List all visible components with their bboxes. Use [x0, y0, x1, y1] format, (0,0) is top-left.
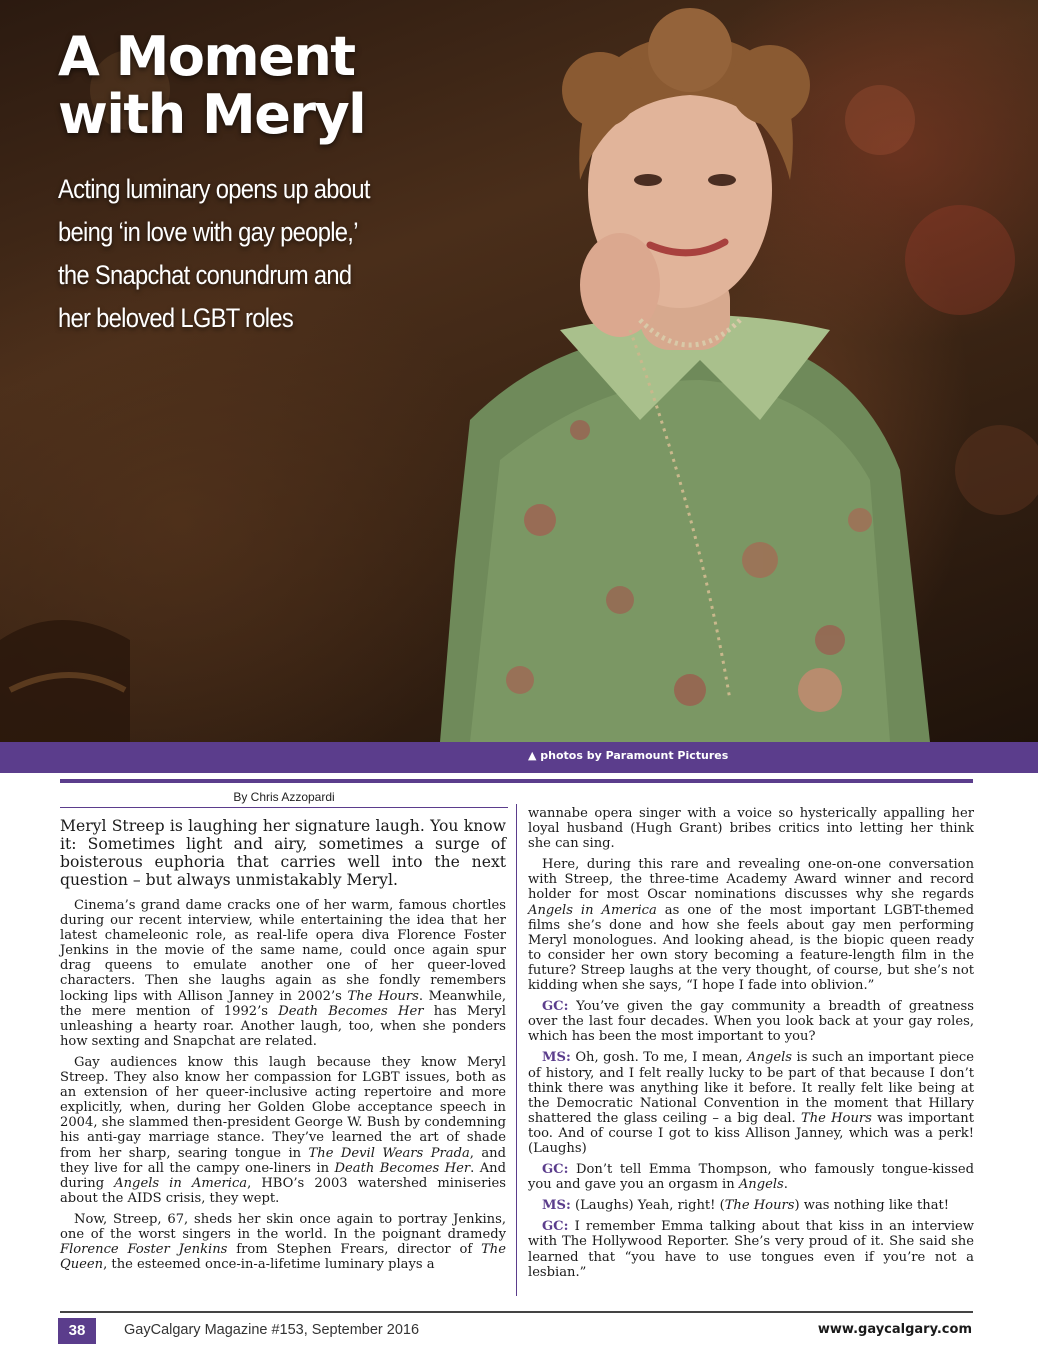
byline: By Chris Azzopardi [233, 790, 335, 804]
article-paragraph [528, 857, 974, 993]
text-run: , and they live for all the campy one-liners in [60, 1145, 506, 1176]
italic-title: Angels [747, 1050, 792, 1066]
italic-title: The Hours [347, 988, 419, 1004]
interview-speaker: GC: [542, 999, 569, 1015]
article-headline [58, 25, 478, 146]
italic-title: Angels in America [114, 1175, 248, 1191]
article-paragraph [528, 1050, 974, 1156]
text-run: is such an important piece of history, and I felt really lucky to be part of that because I don’t think there was anything like it before. It really felt like being at the Democratic National Convention in the moment that Hillary shattered the glass ceiling – a big deal. [528, 1050, 974, 1126]
text-run: Here, during this rare and revealing one-on-one conversation with Streep, the three-time Academy Award winner and record holder for most Oscar nominations discusses why she regards [528, 857, 974, 903]
interview-speaker: GC: [542, 1162, 569, 1178]
article-paragraph [528, 806, 974, 851]
text-run: Cinema’s grand dame cracks one of her warm, famous chortles during our recent interview, while entertaining the idea that her latest chameleonic role, as real-life opera diva Florence Foster Jenkins in the movie of the same name, could once again spur drag queens to emulate another one of her queer-loved characters. Then she laughs again as she fondly remembers locking lips with Allison Janney in 2002’s [60, 898, 506, 1004]
text-run: Oh, gosh. To me, I mean, [570, 1050, 748, 1066]
article-paragraph [60, 898, 506, 1049]
italic-title: Angels in America [528, 902, 657, 918]
text-run: You’ve given the gay community a breadth of greatness over the last four decades. When you look back at your gay roles, which has been the most important to you? [528, 999, 974, 1045]
text-run: Now, Streep, 67, sheds her skin once again to portray Jenkins, one of the worst singers in the world. In the poignant dramedy [60, 1211, 506, 1242]
text-run: has Meryl unleashing a hearty roar. Another laugh, too, when she ponders how sexting and Snapchat are related. [60, 1003, 506, 1049]
website-link[interactable]: www.gaycalgary.com [817, 1322, 972, 1337]
italic-title: Death Becomes Her [334, 1160, 471, 1176]
italic-title: Angels [738, 1177, 784, 1193]
article-paragraph [528, 1162, 974, 1192]
article-paragraph [528, 999, 974, 1044]
article-paragraph [60, 1055, 506, 1206]
interview-speaker: MS: [542, 1198, 571, 1214]
column-divider [516, 804, 517, 1296]
photo-credit: ▲ photos by Paramount Pictures [528, 749, 729, 762]
text-run: . Meanwhile, the mere mention of 1992’s [60, 988, 506, 1019]
footer-rule [60, 1311, 973, 1313]
text-run: was important too. And of course I got to kiss Allison Janney, which was a perk! (Laughs) [528, 1110, 974, 1156]
text-run: as one of the most important LGBT-themed films she’s done and how she feels about gay men performing Meryl monologues. And looking ahead, is the biopic queen ready to consider her own story becoming a feature-length film in the future? Streep laughs at the very thought, of course, but she’s not kidding when she says, “I hope I fade into oblivion.” [528, 902, 974, 994]
italic-title: The Queen [60, 1242, 506, 1273]
photo-credit-bar [0, 742, 1038, 773]
italic-title: The Devil Wears Prada [308, 1145, 470, 1161]
byline-rule [60, 807, 508, 808]
italic-title: Death Becomes Her [278, 1003, 424, 1019]
headline-line-2: with Meryl [58, 83, 366, 146]
text-run: from Stephen Frears, director of [227, 1242, 482, 1258]
publication-info: GayCalgary Magazine #153, September 2016 [124, 1322, 420, 1338]
italic-title: Florence Foster Jenkins [60, 1242, 228, 1258]
article-column-left [60, 817, 506, 1278]
article-paragraph [528, 1198, 974, 1213]
text-run: Don’t tell Emma Thompson, who famously tongue-kissed you and gave you an orgasm in [528, 1162, 974, 1193]
article-paragraph [528, 1219, 974, 1279]
text-run: , HBO’s 2003 watershed miniseries about the AIDS crisis, they wept. [60, 1175, 506, 1206]
article-column-right [528, 806, 974, 1286]
text-run: , the esteemed once-in-a-lifetime luminary plays a [103, 1257, 435, 1273]
text-run: Gay audiences know this laugh because they know Meryl Streep. They also know her compassion for LGBT issues, both as an extension of her queer-inclusive acting repertoire and more explicitly, when, during her Golden Globe acceptance speech in 2004, she slammed then-president George W. Bush by condemning his anti-gay marriage stance. They’ve learned the art of shade from her sharp, searing tongue in [60, 1054, 506, 1161]
text-run: I remember Emma talking about that kiss in an interview with The Hollywood Reporter. She’s very proud of it. She said she learned that “you have to use tongues even if you’re not a lesbian.” [528, 1219, 974, 1280]
article-paragraph [60, 1212, 506, 1272]
headline-line-1: A Moment [58, 25, 355, 88]
article-subhead: Acting luminary opens up about being ‘in love with gay people,’ the Snapchat conundrum and her beloved LGBT roles [58, 174, 370, 333]
text-run: . [783, 1177, 788, 1193]
interview-speaker: MS: [542, 1050, 571, 1066]
text-run: . And during [60, 1160, 506, 1191]
text-run: wannabe opera singer with a voice so hysterically appalling her loyal husband (Hugh Grant) bribes critics into letting her think she can sing. [528, 806, 974, 852]
article-paragraph: Meryl Streep is laughing her signature laugh. You know it: Sometimes light and airy, sometimes a surge of boisterous euphoria that carries well into the next question – but always unmistakably Meryl. [60, 817, 506, 889]
text-run: (Laughs) Yeah, right! ( [570, 1198, 725, 1214]
section-rule [60, 779, 973, 783]
page-number: 38 [58, 1318, 96, 1344]
italic-title: The Hours [724, 1198, 795, 1214]
italic-title: The Hours [800, 1110, 872, 1126]
text-run: ) was nothing like that! [794, 1198, 950, 1214]
interview-speaker: GC: [542, 1219, 569, 1235]
